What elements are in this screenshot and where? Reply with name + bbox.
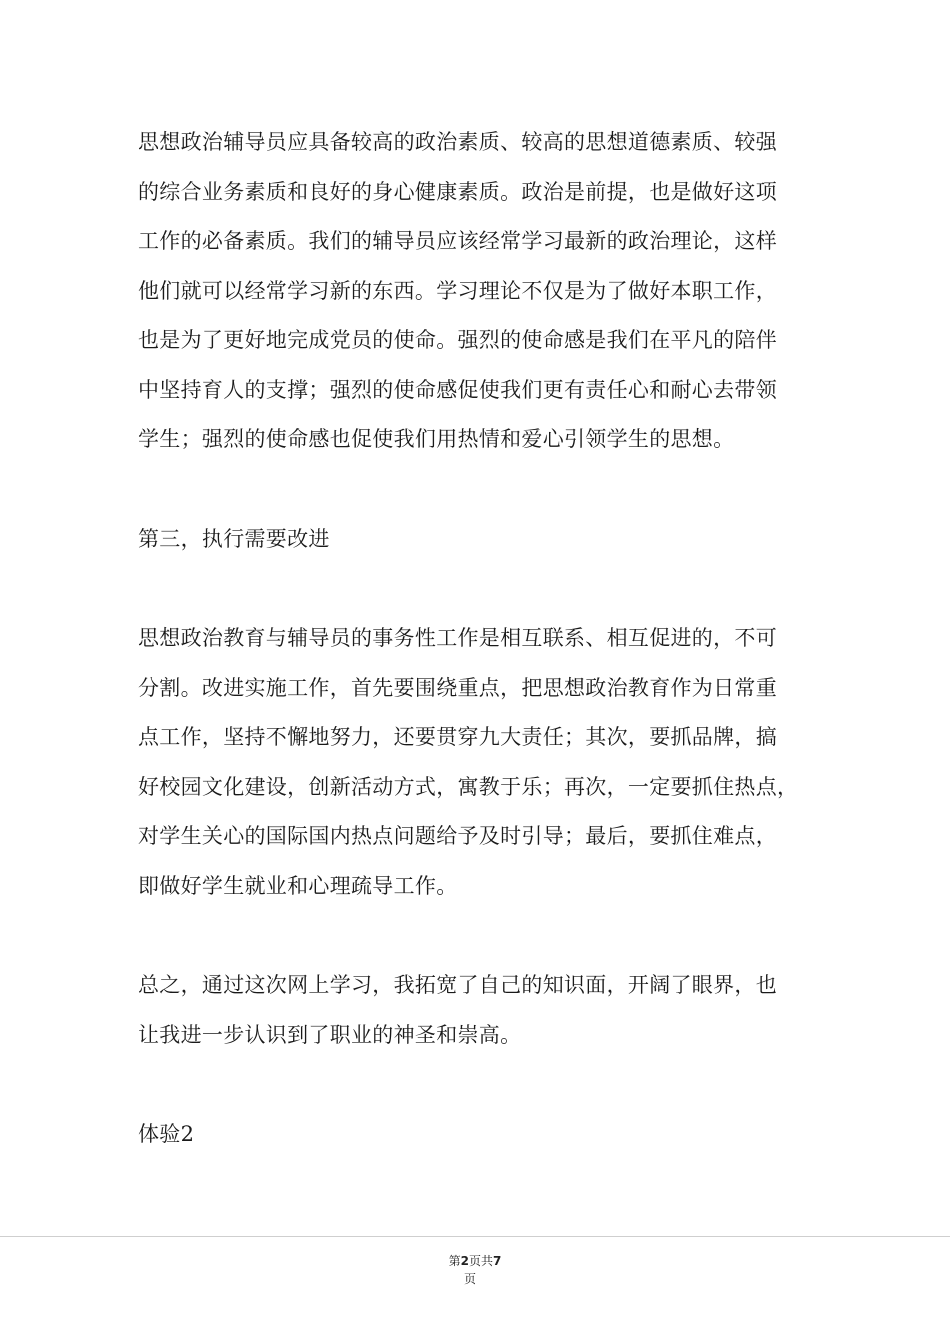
footer-divider <box>0 1236 950 1237</box>
page-prefix: 第 <box>448 1254 461 1268</box>
page-number-line <box>0 1252 950 1270</box>
text-line: 即做好学生就业和心理疏导工作。 <box>138 873 458 898</box>
text-line: 的综合业务素质和良好的身心健康素质。政治是前提，也是做好这项 <box>138 179 777 204</box>
text-line: 总之，通过这次网上学习，我拓宽了自己的知识面，开阔了眼界，也 <box>138 973 777 997</box>
page-footer <box>0 1252 950 1288</box>
heading-text: 第三，执行需要改进 <box>138 526 330 551</box>
page-suffix: 页 <box>463 1272 476 1286</box>
page-middle: 页共 <box>469 1254 494 1268</box>
text-line: 思想政治教育与辅导员的事务性工作是相互联系、相互促进的，不可 <box>138 626 777 650</box>
text-line: 对学生关心的国际国内热点问题给予及时引导；最后，要抓住难点， <box>138 824 777 848</box>
current-page-number: 2 <box>460 1254 469 1268</box>
text-line: 思想政治辅导员应具备较高的政治素质、较高的思想道德素质、较强 <box>138 130 777 154</box>
heading-text: 体验2 <box>138 1122 195 1146</box>
text-line: 学生；强烈的使命感也促使我们用热情和爱心引领学生的思想。 <box>138 427 735 451</box>
paragraph-conclusion <box>138 961 823 1060</box>
document-body <box>138 118 823 1160</box>
section-heading-third <box>138 515 823 565</box>
text-line: 他们就可以经常学习新的东西。学习理论不仅是为了做好本职工作， <box>138 278 777 303</box>
text-line: 中坚持育人的支撑；强烈的使命感促使我们更有责任心和耐心去带领 <box>138 377 777 402</box>
text-line: 分割。改进实施工作，首先要围绕重点，把思想政治教育作为日常重 <box>138 675 777 700</box>
paragraph-implementation <box>138 614 823 911</box>
paragraph-counselor-qualities <box>138 118 823 465</box>
text-line: 点工作，坚持不懈地努力，还要贯穿九大责任；其次，要抓品牌，搞 <box>138 725 777 749</box>
total-page-count: 7 <box>493 1254 502 1268</box>
text-line: 也是为了更好地完成党员的使命。强烈的使命感是我们在平凡的陪伴 <box>138 328 777 352</box>
text-line: 工作的必备素质。我们的辅导员应该经常学习最新的政治理论，这样 <box>138 229 777 253</box>
text-line: 让我进一步认识到了职业的神圣和崇高。 <box>138 1022 522 1047</box>
text-line: 好校园文化建设，创新活动方式，寓教于乐；再次，一定要抓住热点， <box>138 774 799 799</box>
section-heading-experience-2 <box>138 1110 823 1160</box>
